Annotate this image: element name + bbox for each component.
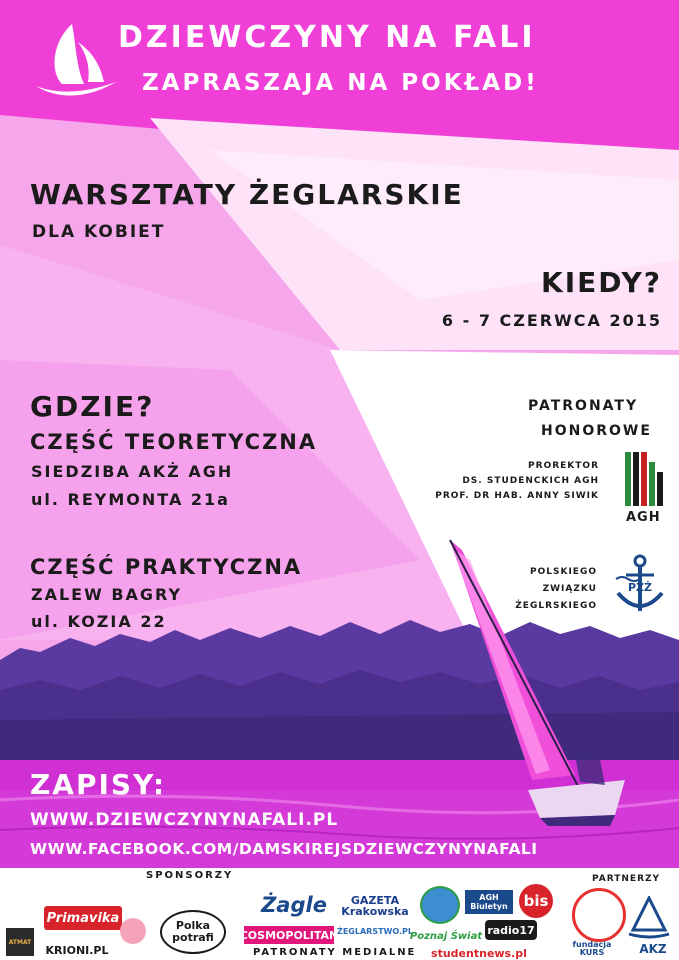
sail-logo-icon: [32, 22, 118, 104]
bis-logo: bis: [519, 884, 553, 918]
poznaj-swiat-logo: Poznaj Świat: [409, 930, 483, 942]
event-date: 6 - 7 CZERWCA 2015: [441, 311, 662, 330]
gazeta-krakowska-logo: GAZETA Krakowska: [341, 894, 409, 918]
poster-title: DZIEWCZYNY NA FALI: [118, 20, 536, 55]
akz-sail-logo-icon: [625, 896, 673, 942]
agh-patron-line2: DS. STUDENCKICH AGH: [462, 476, 599, 486]
pzz-anchor-logo-icon: [614, 553, 666, 617]
studentnews-logo: studentnews.pl: [431, 946, 527, 960]
website-link[interactable]: WWW.DZIEWCZYNYNAFALI.PL: [30, 810, 339, 830]
theory-address: ul. REYMONTA 21a: [31, 490, 230, 509]
pzz-patron-line3: ŻEGLRSKIEGO: [515, 601, 597, 611]
radio17-logo: radio17: [485, 920, 537, 940]
facebook-link[interactable]: WWW.FACEBOOK.COM/DAMSKIREJSDZIEWCZYNYNAFALI: [30, 840, 538, 858]
pzz-patron-line1: POLSKIEGO: [530, 567, 597, 577]
practice-place: ZALEW BAGRY: [31, 585, 183, 604]
practice-title: CZĘŚĆ PRAKTYCZNA: [30, 555, 303, 579]
stowarzyszenie-logo: [572, 888, 626, 942]
sponsors-footer: [0, 868, 679, 960]
atmat-logo: ATMAT: [6, 928, 34, 956]
polka-potrafi-logo: Polka potrafi: [160, 910, 226, 954]
theory-title: CZĘŚĆ TEORETYCZNA: [30, 430, 318, 454]
theory-place: SIEDZIBA AKŻ AGH: [31, 462, 234, 481]
globe-logo: [420, 886, 460, 924]
honorary-heading-line2: HONOROWE: [541, 423, 652, 439]
zeglarstwo-logo: ŻEGLARSTWO.PL: [337, 926, 413, 936]
akz-logo-text: AKZ: [639, 942, 667, 956]
fundacja-kurs-logo: fundacja KURS: [572, 940, 612, 957]
primavika-logo: Primavika: [44, 906, 122, 930]
pzz-patron-line2: ZWIĄZKU: [542, 584, 597, 594]
cosmopolitan-logo: COSMOPOLITAN: [244, 926, 334, 944]
signup-heading: ZAPISY:: [30, 768, 167, 801]
zagle-logo: Żagle: [261, 893, 327, 917]
agh-patron-line1: PROREKTOR: [528, 461, 599, 471]
sponsors-label: SPONSORZY: [146, 870, 234, 881]
event-heading: WARSZTATY ŻEGLARSKIE: [30, 178, 464, 211]
partners-label: PARTNERZY: [592, 874, 661, 884]
media-patrons-label: PATRONATY MEDIALNE: [253, 947, 417, 958]
agh-biuletyn-logo: AGH Biuletyn: [465, 890, 513, 914]
honorary-heading-line1: PATRONATY: [528, 398, 639, 414]
where-heading: GDZIE?: [30, 390, 155, 423]
svg-text:PZŻ: PZŻ: [627, 581, 653, 594]
agh-logo-text: AGH: [626, 510, 661, 525]
when-heading: KIEDY?: [541, 266, 662, 299]
poster-subtitle: ZAPRASZAJA NA POKŁAD!: [142, 70, 539, 96]
krioni-logo: KRIONI.PL: [45, 943, 109, 957]
agh-logo-icon: [623, 448, 665, 510]
agh-patron-line3: PROF. DR HAB. ANNY SIWIK: [435, 491, 599, 501]
practice-address: ul. KOZIA 22: [31, 612, 167, 631]
event-subheading: DLA KOBIET: [32, 222, 166, 242]
sponsor-circle-logo: [120, 918, 146, 944]
